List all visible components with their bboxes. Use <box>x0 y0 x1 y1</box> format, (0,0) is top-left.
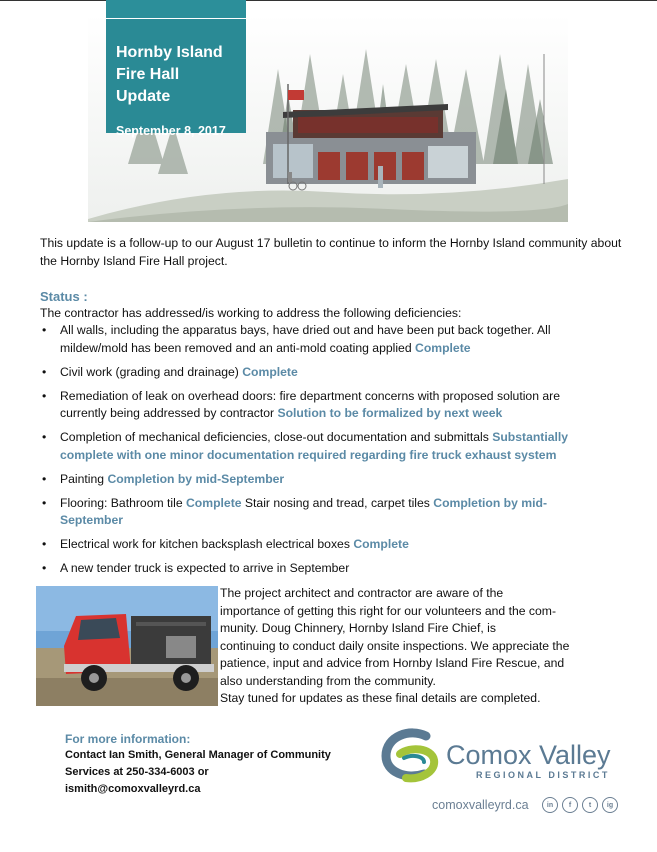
deficiency-list <box>40 322 600 584</box>
title-strip <box>106 0 246 19</box>
status-subheading: The contractor has addressed/is working to address the following deficiencies: <box>40 306 462 320</box>
list-item <box>40 364 600 382</box>
project-note <box>220 585 590 708</box>
note-line: munity. Doug Chinnery, Hornby Island Fire Chief, is <box>220 621 496 635</box>
page-title <box>116 42 223 108</box>
contact-line: Services at 250-334-6003 or <box>65 766 209 778</box>
item-status: Complete <box>415 340 471 355</box>
logo-subtitle: REGIONAL DISTRICT <box>476 770 610 780</box>
title-box <box>106 0 246 138</box>
item-text: Flooring: Bathroom tile <box>60 495 186 510</box>
linkedin-icon[interactable]: in <box>542 797 558 813</box>
item-status: Complete <box>186 495 245 510</box>
title-line-2: Fire Hall <box>116 66 180 83</box>
status-heading: Status : <box>40 289 88 304</box>
list-item <box>40 560 600 578</box>
contact-details <box>65 747 365 798</box>
item-text: Remediation of leak on overhead doors: fire department concerns with proposed solution are currently being addressed by contractor <box>60 388 560 420</box>
item-text: Completion of mechanical deficiencies, close-out documentation and submittals <box>60 430 493 444</box>
title-line-3: Update <box>116 88 171 105</box>
item-text: Painting <box>60 471 108 486</box>
item-status: Substantially complete with one minor documentation required regarding fire truck exhaust system <box>60 430 569 462</box>
note-line: Stay tuned for updates as these final details are completed. <box>220 691 541 705</box>
note-line: The project architect and contractor are aware of the <box>220 586 504 600</box>
item-text: Electrical work for kitchen backsplash electrical boxes <box>60 537 354 551</box>
note-line: importance of getting this right for our volunteers and the com- <box>220 603 557 618</box>
item-status: Complete <box>242 364 298 379</box>
top-rule <box>0 0 657 1</box>
list-item <box>40 429 600 464</box>
intro-paragraph: This update is a follow-up to our August 17 bulletin to continue to inform the Hornby Island community about the Hornby Island Fire Hall project. <box>40 236 622 268</box>
title-line-1: Hornby Island <box>116 44 223 61</box>
update-date: September 8, 2017 <box>116 124 226 138</box>
contact-line: Contact Ian Smith, General Manager of Community <box>65 749 331 761</box>
social-links <box>542 797 618 813</box>
website-link[interactable]: comoxvalleyrd.ca <box>432 798 529 812</box>
list-item <box>40 495 600 530</box>
item-text: A new tender truck is expected to arrive in September <box>60 561 350 575</box>
list-item <box>40 388 600 423</box>
item-text: Civil work (grading and drainage) <box>60 364 243 379</box>
logo-name: Comox Valley <box>446 740 611 770</box>
note-line: patience, input and advice from Hornby Island Fire Rescue, and <box>220 656 565 670</box>
contact-email[interactable]: ismith@comoxvalleyrd.ca <box>65 783 201 795</box>
note-line: continuing to conduct daily onsite inspections. We appreciate the <box>220 638 570 653</box>
item-status: Solution to be formalized by next week <box>277 406 503 420</box>
tender-truck-photo <box>36 586 218 706</box>
instagram-icon[interactable]: ig <box>602 797 618 813</box>
item-text: All walls, including the apparatus bays, have dried out and have been put back together. All mildew/mold has been removed and an anti-mold coating applied <box>60 323 551 355</box>
twitter-icon[interactable]: t <box>582 797 598 813</box>
contact-heading: For more information: <box>65 732 191 746</box>
facebook-icon[interactable]: f <box>562 797 578 813</box>
list-item <box>40 322 600 357</box>
item-text-2: Stair nosing and tread, carpet tiles <box>244 495 434 510</box>
item-status: Complete <box>353 537 409 551</box>
item-status: Completion by mid-September <box>107 471 285 486</box>
list-item <box>40 536 600 554</box>
list-item <box>40 471 600 489</box>
note-line: also understanding from the community. <box>220 673 436 688</box>
item-status-2: Completion by mid-September <box>60 495 548 527</box>
